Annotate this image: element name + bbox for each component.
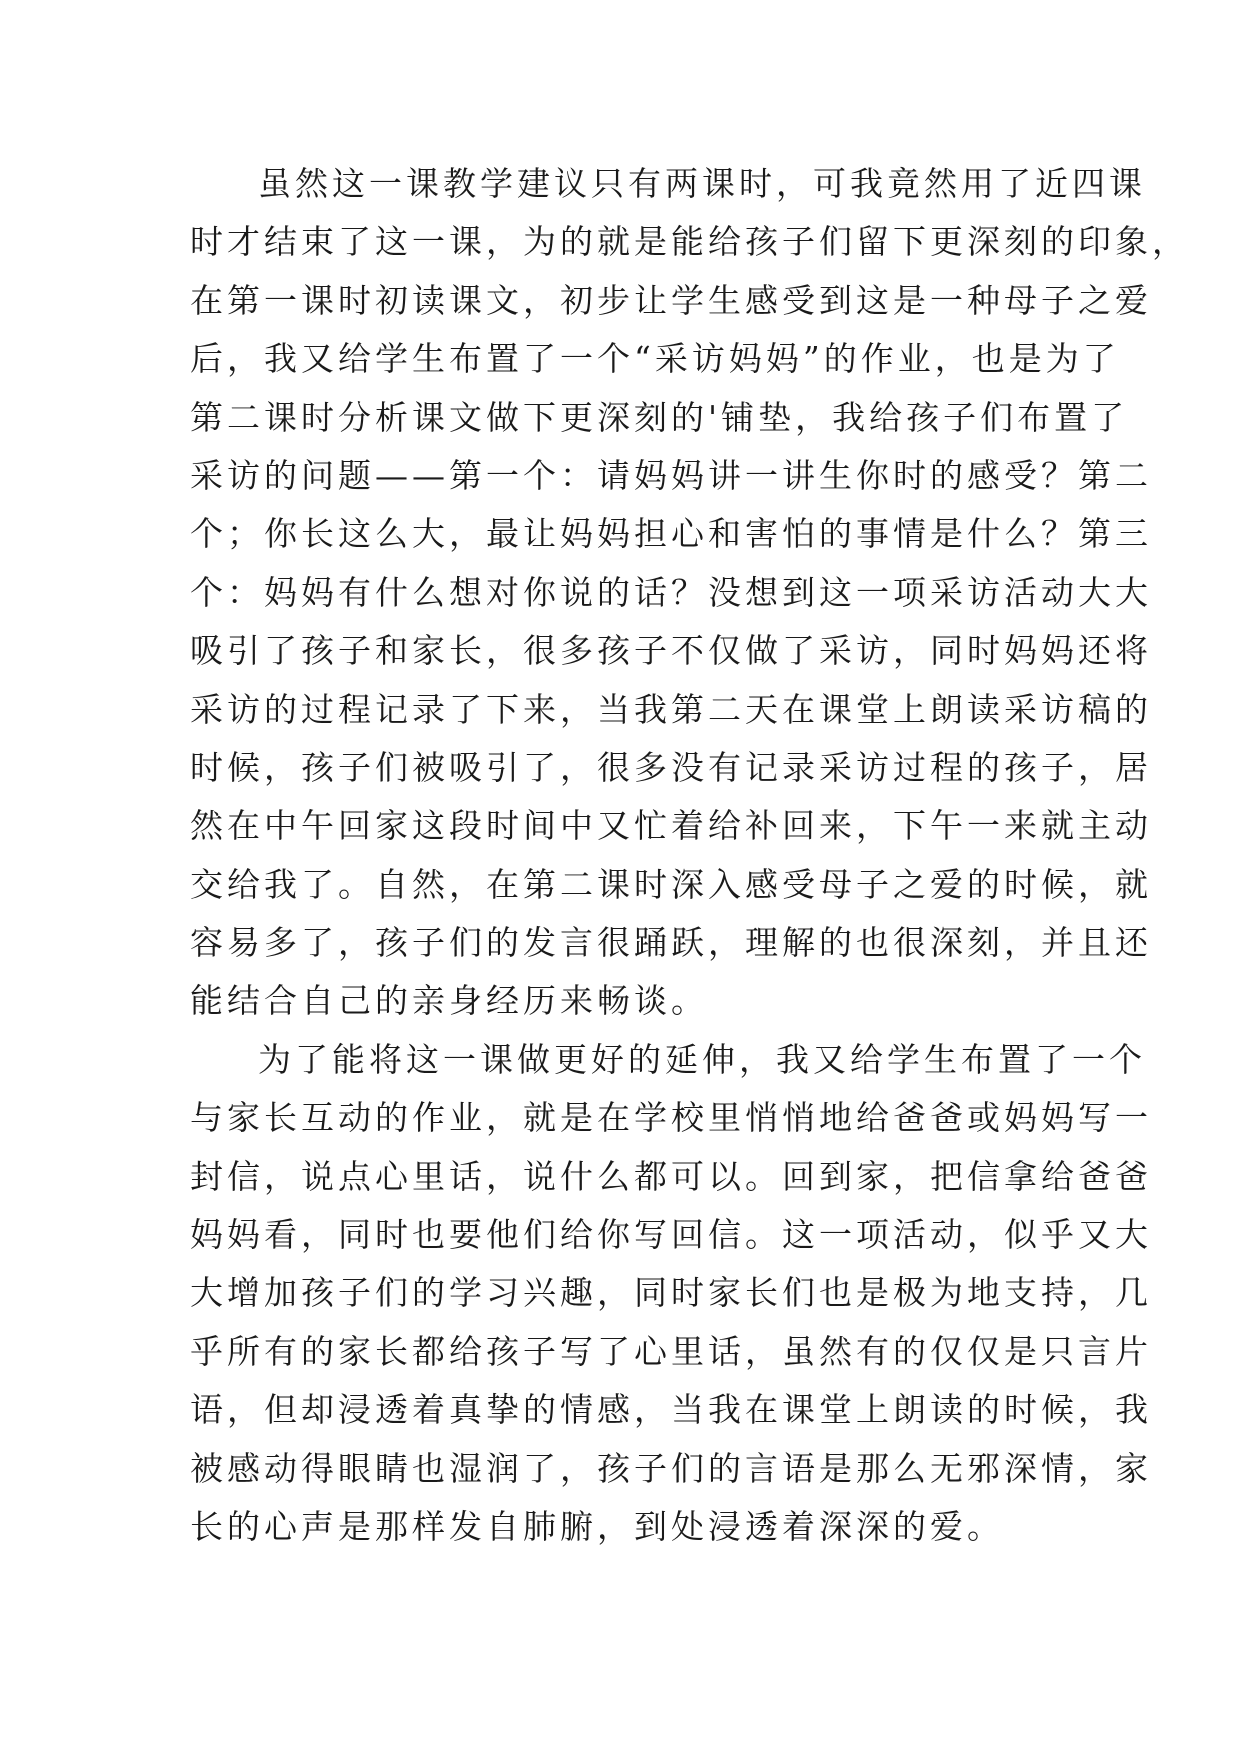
text-line: 语，但却浸透着真挚的情感，当我在课堂上朗读的时候，我 bbox=[190, 1390, 1152, 1430]
text-line: 时才结束了这一课，为的就是能给孩子们留下更深刻的印象， bbox=[190, 222, 1189, 262]
text-line: 交给我了。自然，在第二课时深入感受母子之爱的时候，就 bbox=[190, 864, 1152, 904]
paragraph-2 bbox=[190, 1031, 1152, 1557]
text-line: 后，我又给学生布置了一个“采访妈妈”的作业，也是为了 bbox=[190, 339, 1120, 379]
text-line: 吸引了孩子和家长，很多孩子不仅做了采访，同时妈妈还将 bbox=[190, 631, 1152, 671]
text-line: 时候，孩子们被吸引了，很多没有记录采访过程的孩子，居 bbox=[190, 747, 1152, 787]
text-line: 为了能将这一课做更好的延伸，我又给学生布置了一个 bbox=[258, 1039, 1146, 1079]
text-line: 容易多了，孩子们的发言很踊跃，理解的也很深刻，并且还 bbox=[190, 923, 1152, 963]
text-line: 被感动得眼睛也湿润了，孩子们的言语是那么无邪深情，家 bbox=[190, 1448, 1152, 1488]
text-line: 大增加孩子们的学习兴趣，同时家长们也是极为地支持，几 bbox=[190, 1273, 1152, 1313]
document-body bbox=[190, 155, 1189, 1556]
text-line: 虽然这一课教学建议只有两课时，可我竟然用了近四课 bbox=[258, 164, 1146, 203]
text-line: 封信，说点心里话，说什么都可以。回到家，把信拿给爸爸 bbox=[190, 1156, 1152, 1196]
text-line: 在第一课时初读课文，初步让学生感受到这是一种母子之爱 bbox=[190, 280, 1152, 320]
text-line: 长的心声是那样发自肺腑，到处浸透着深深的爱。 bbox=[190, 1506, 1004, 1546]
text-line: 采访的过程记录了下来，当我第二天在课堂上朗读采访稿的 bbox=[190, 689, 1152, 729]
text-line: 能结合自己的亲身经历来畅谈。 bbox=[190, 981, 708, 1021]
text-line: 第二课时分析课文做下更深刻的'铺垫，我给孩子们布置了 bbox=[190, 397, 1129, 437]
text-line: 乎所有的家长都给孩子写了心里话，虽然有的仅仅是只言片 bbox=[190, 1331, 1152, 1371]
text-line: 个；你长这么大，最让妈妈担心和害怕的事情是什么？第三 bbox=[190, 514, 1152, 554]
text-line: 个：妈妈有什么想对你说的话？没想到这一项采访活动大大 bbox=[190, 572, 1152, 612]
text-line: 采访的问题——第一个：请妈妈讲一讲生你时的感受？第二 bbox=[190, 455, 1152, 495]
text-line: 与家长互动的作业，就是在学校里悄悄地给爸爸或妈妈写一 bbox=[190, 1098, 1152, 1138]
paragraph-1 bbox=[190, 155, 1189, 1031]
text-line: 妈妈看，同时也要他们给你写回信。这一项活动，似乎又大 bbox=[190, 1215, 1152, 1255]
text-line: 然在中午回家这段时间中又忙着给补回来，下午一来就主动 bbox=[190, 806, 1152, 846]
